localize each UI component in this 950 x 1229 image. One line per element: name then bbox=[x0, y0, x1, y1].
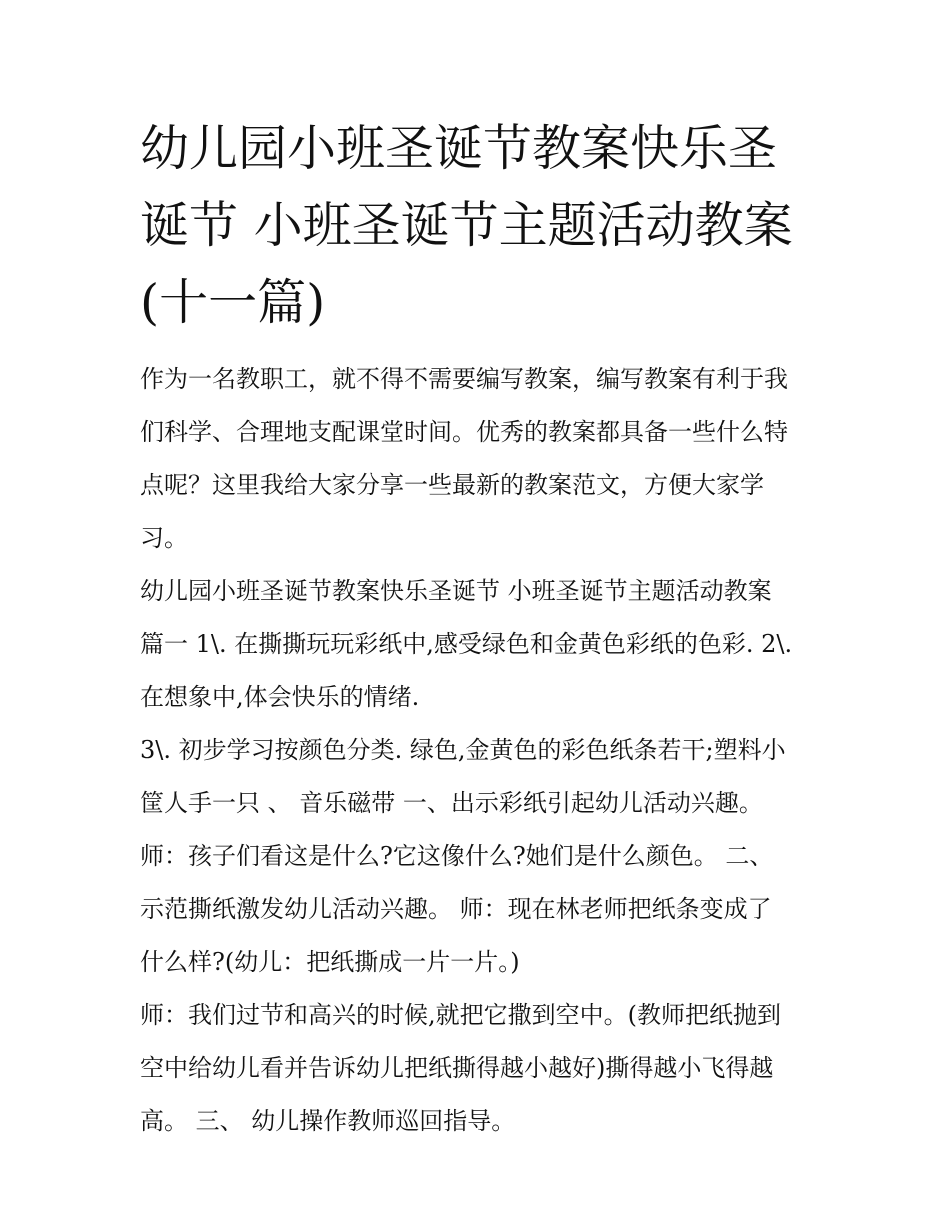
document-page bbox=[140, 110, 820, 1148]
text-line: 师：孩子们看这是什么?它这像什么?她们是什么颜色。 二、 bbox=[140, 842, 774, 870]
text-line: 师：我们过节和高兴的时候,就把它撒到空中。(教师把纸抛到 bbox=[140, 1001, 781, 1029]
paragraph-lesson-steps bbox=[140, 724, 820, 989]
document-body bbox=[140, 353, 820, 1148]
text-line: 们科学、合理地支配课堂时间。优秀的教案都具备一些什么特 bbox=[140, 418, 788, 446]
text-line: 空中给幼儿看并告诉幼儿把纸撕得越小越好)撕得越小飞得越 bbox=[140, 1054, 774, 1082]
text-line: 3\. 初步学习按颜色分类. 绿色,金黄色的彩色纸条若干;塑料小 bbox=[140, 736, 786, 764]
paragraph-lesson-heading bbox=[140, 565, 820, 724]
text-line: 高。 三、 幼儿操作教师巡回指导。 bbox=[140, 1107, 516, 1135]
text-line: 在想象中,体会快乐的情绪. bbox=[140, 683, 420, 711]
text-line: 点呢？这里我给大家分享一些最新的教案范文，方便大家学 bbox=[140, 471, 764, 499]
paragraph-lesson-activity bbox=[140, 989, 820, 1148]
text-line: 幼儿园小班圣诞节教案快乐圣诞节 小班圣诞节主题活动教案 bbox=[140, 577, 772, 605]
text-line: 作为一名教职工，就不得不需要编写教案，编写教案有利于我 bbox=[140, 365, 788, 393]
title-line-3: (十一篇) bbox=[140, 274, 326, 331]
text-line: 篇一 1\. 在撕撕玩玩彩纸中,感受绿色和金黄色彩纸的色彩. 2\. bbox=[140, 630, 793, 658]
text-line: 示范撕纸激发幼儿活动兴趣。 师：现在林老师把纸条变成了 bbox=[140, 895, 772, 923]
text-line: 习。 bbox=[140, 524, 188, 552]
document-title bbox=[140, 110, 820, 341]
paragraph-intro bbox=[140, 353, 820, 565]
text-line: 筐人手一只 、 音乐磁带 一、出示彩纸引起幼儿活动兴趣。 bbox=[140, 789, 763, 817]
title-line-2: 诞节 小班圣诞节主题活动教案 bbox=[140, 197, 793, 254]
title-line-1: 幼儿园小班圣诞节教案快乐圣 bbox=[140, 120, 778, 177]
text-line: 什么样?(幼儿：把纸撕成一片一片。) bbox=[140, 948, 520, 976]
